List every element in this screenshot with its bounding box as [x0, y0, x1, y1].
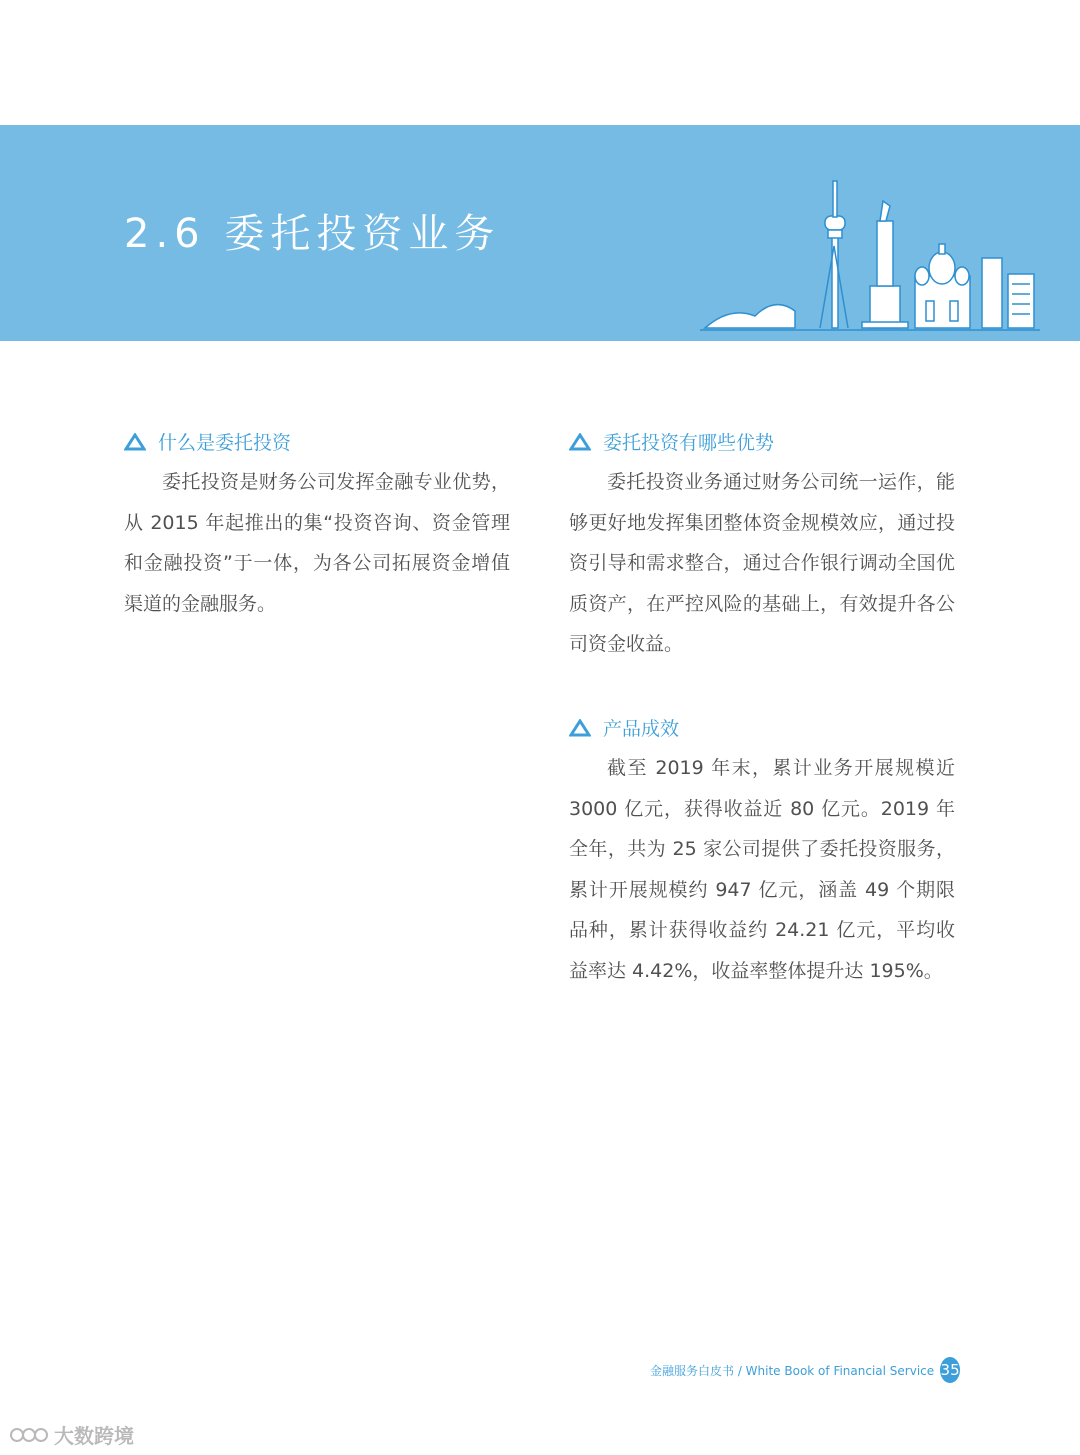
triangle-icon — [569, 719, 591, 737]
section-heading-label: 产品成效 — [603, 718, 680, 740]
footer-title: 金融服务白皮书 / White Book of Financial Service — [650, 1363, 935, 1378]
city-skyline-illustration — [700, 176, 1040, 338]
section-body-what: 委托投资是财务公司发挥金融专业优势，从 2015 年起推出的集“投资咨询、资金管理和金融投资”于一体，为各公司拓展资金增值渠道的金融服务。 — [124, 471, 510, 615]
watermark-text: 大数跨境 — [54, 1424, 134, 1448]
section-heading-what — [124, 428, 291, 455]
section-heading-advantages — [569, 428, 774, 455]
chapter-title: 2.6 委托投资业务 — [124, 211, 501, 257]
page-number: 35 — [940, 1357, 960, 1383]
triangle-icon — [569, 433, 591, 451]
page-footer — [650, 1356, 960, 1384]
watermark — [8, 1420, 134, 1449]
section-heading-label: 委托投资有哪些优势 — [603, 432, 775, 454]
section-heading-label: 什么是委托投资 — [158, 432, 292, 454]
section-body-results: 截至 2019 年末，累计业务开展规模近 3000 亿元，获得收益近 80 亿元。2019 年全年，共为 25 家公司提供了委托投资服务，累计开展规模约 947 亿元，涵盖 49 个期限品种，累计获得收益约 24.21 亿元，平均收益率达 4.42%，收益率整体提升达 195%。 — [569, 757, 955, 982]
section-heading-results — [569, 714, 679, 741]
section-body-advantages: 委托投资业务通过财务公司统一运作，能够更好地发挥集团整体资金规模效应，通过投资引导和需求整合，通过合作银行调动全国优质资产，在严控风险的基础上，有效提升各公司资金收益。 — [569, 471, 955, 655]
triangle-icon — [124, 433, 146, 451]
watermark-logo-icon — [8, 1423, 48, 1447]
